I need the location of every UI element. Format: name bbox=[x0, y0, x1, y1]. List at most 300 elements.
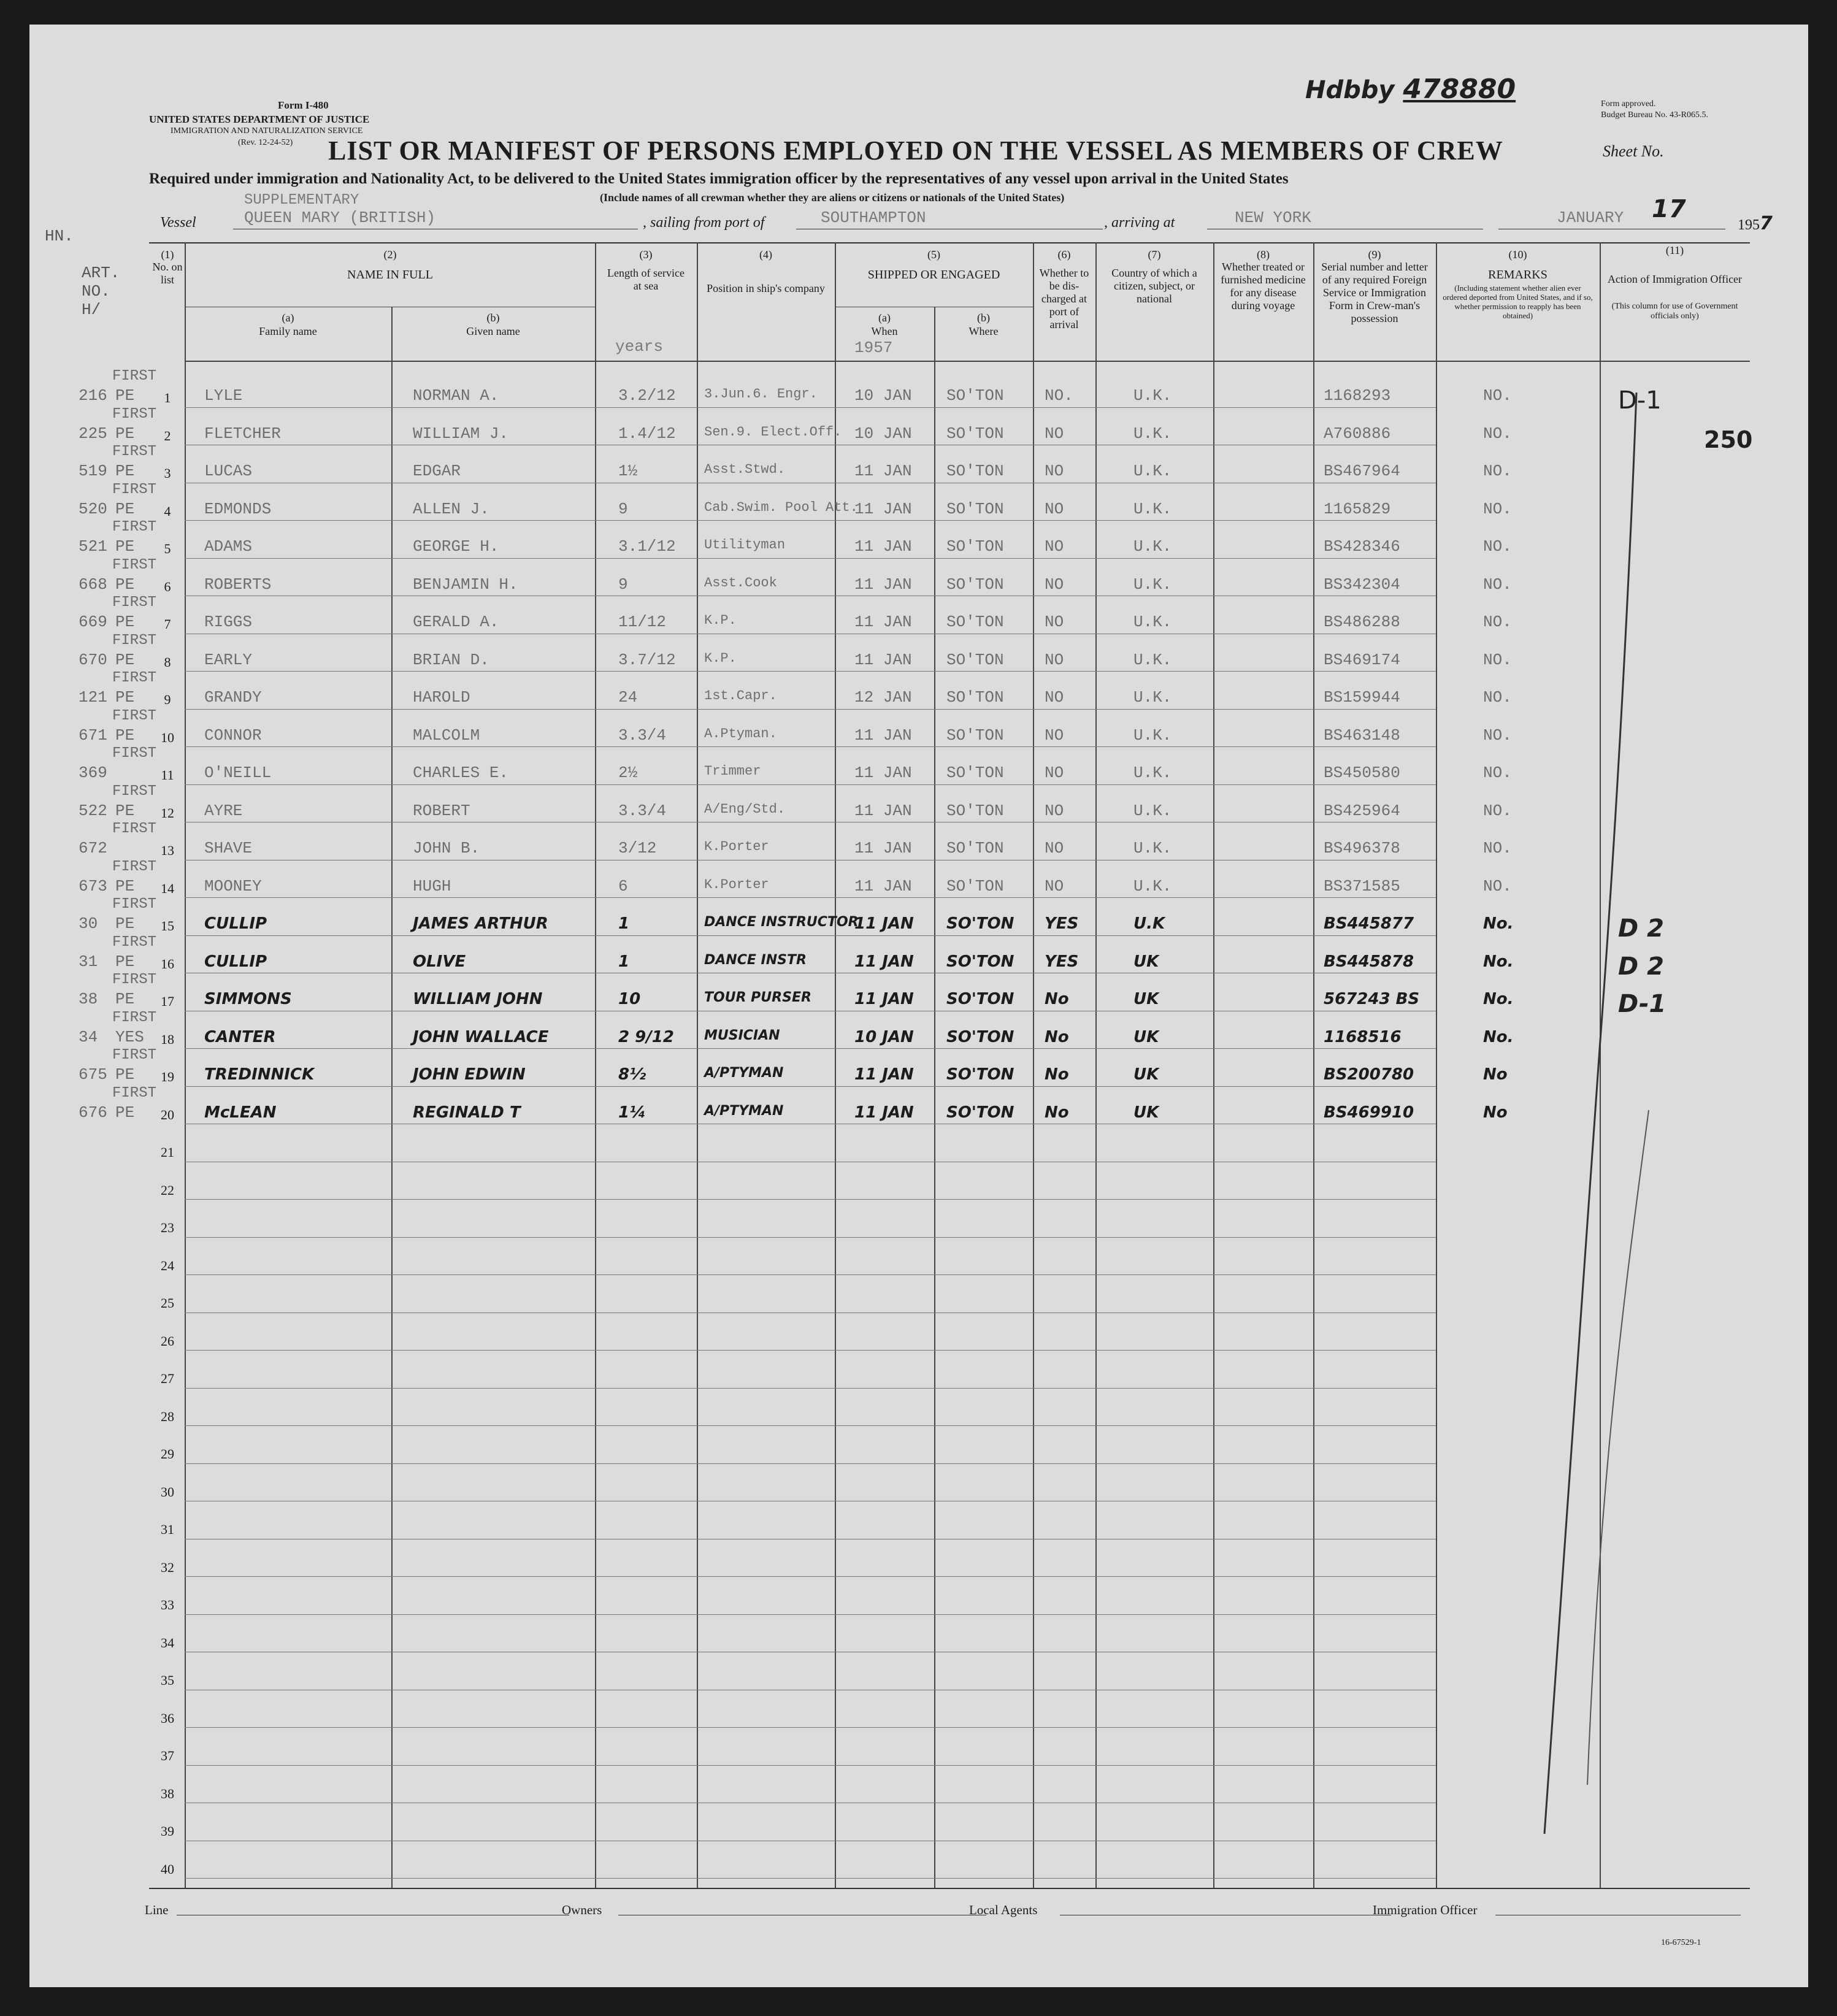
discharged: No bbox=[1045, 990, 1069, 1008]
discharged: NO bbox=[1045, 726, 1064, 745]
family-name: TREDINNICK bbox=[204, 1065, 315, 1084]
line-number: 8 bbox=[164, 654, 171, 670]
line-number: 18 bbox=[161, 1031, 174, 1047]
remarks: NO. bbox=[1483, 499, 1512, 518]
remarks: NO. bbox=[1483, 650, 1512, 669]
blank-row-rule bbox=[185, 1388, 1436, 1389]
country: U.K. bbox=[1133, 613, 1172, 631]
when-year: 1957 bbox=[854, 339, 893, 357]
line-number: 4 bbox=[164, 503, 171, 519]
service-length: 3.7/12 bbox=[618, 650, 676, 669]
shipped-when: 11 JAN bbox=[854, 1065, 914, 1084]
row-rule bbox=[185, 746, 1436, 747]
h-label: H/ bbox=[82, 301, 101, 319]
footer-owners-label: Owners bbox=[562, 1903, 602, 1917]
given-name: REGINALD T bbox=[413, 1103, 521, 1122]
discharged: NO bbox=[1045, 801, 1064, 820]
blank-row-rule bbox=[185, 1199, 1436, 1200]
service-length: 10 bbox=[618, 990, 641, 1008]
discharged: NO bbox=[1045, 462, 1064, 480]
art-pe-label: PE bbox=[115, 424, 135, 443]
given-name: BENJAMIN H. bbox=[413, 575, 518, 594]
art-number: 670 bbox=[79, 650, 107, 669]
line-number: 26 bbox=[161, 1333, 174, 1349]
remarks: NO. bbox=[1483, 537, 1512, 556]
col-divider-4 bbox=[835, 242, 836, 1888]
line-number: 25 bbox=[161, 1295, 174, 1311]
line-number: 39 bbox=[161, 1823, 174, 1839]
position: Trimmer bbox=[704, 764, 761, 779]
discharged: NO bbox=[1045, 650, 1064, 669]
remarks: NO. bbox=[1483, 801, 1512, 820]
line-number: 17 bbox=[161, 994, 174, 1009]
shipped-where: SO'TON bbox=[946, 1027, 1014, 1046]
service-length: 3.3/4 bbox=[618, 801, 667, 820]
line-number: 31 bbox=[161, 1522, 174, 1537]
family-name: LYLE bbox=[204, 386, 243, 405]
family-name: CONNOR bbox=[204, 726, 262, 745]
art-number: 121 bbox=[79, 688, 107, 707]
art-first-label: FIRST bbox=[112, 368, 157, 385]
shipped-when: 11 JAN bbox=[854, 1103, 914, 1122]
col5-number: (5) bbox=[927, 248, 940, 261]
line-number: 5 bbox=[164, 541, 171, 556]
art-number: 521 bbox=[79, 537, 107, 556]
officer-action: D-1 bbox=[1618, 386, 1662, 415]
given-name: MALCOLM bbox=[413, 726, 480, 745]
line-number: 32 bbox=[161, 1559, 174, 1575]
service-length: 9 bbox=[618, 575, 628, 594]
arrival-month: JANUARY bbox=[1557, 209, 1624, 227]
position: A/PTYMAN bbox=[704, 1065, 784, 1081]
given-name: WILLIAM J. bbox=[413, 424, 509, 443]
line-number: 16 bbox=[161, 956, 174, 972]
position: K.Porter bbox=[704, 876, 769, 892]
remarks: No bbox=[1483, 1103, 1508, 1122]
shipped-where: SO'TON bbox=[946, 839, 1004, 857]
country: U.K. bbox=[1133, 424, 1172, 443]
shipped-where: SO'TON bbox=[946, 876, 1004, 895]
art-pe-label: PE bbox=[115, 876, 135, 895]
discharged: YES bbox=[1045, 952, 1079, 971]
arriving-label: , arriving at bbox=[1104, 215, 1175, 231]
col10-number: (10) bbox=[1508, 248, 1527, 261]
shipped-when: 11 JAN bbox=[854, 801, 912, 820]
art-number: 30 bbox=[79, 914, 98, 933]
shipped-where: SO'TON bbox=[946, 990, 1014, 1008]
service-units: years bbox=[615, 337, 664, 356]
blank-row-rule bbox=[185, 1727, 1436, 1728]
page-title: LIST OR MANIFEST OF PERSONS EMPLOYED ON THE VESSEL AS MEMBERS OF CREW bbox=[328, 136, 1503, 166]
row-rule bbox=[185, 897, 1436, 898]
line-number: 33 bbox=[161, 1597, 174, 1612]
col3-number: (3) bbox=[639, 248, 653, 261]
service-length: 2½ bbox=[618, 764, 638, 782]
family-name: CULLIP bbox=[204, 914, 267, 933]
remarks: No bbox=[1483, 1065, 1508, 1084]
approval-line-1: Form approved. bbox=[1601, 99, 1656, 109]
blank-row-rule bbox=[185, 1614, 1436, 1615]
col4-number: (4) bbox=[759, 248, 772, 261]
serial-number: BS445878 bbox=[1324, 952, 1414, 971]
handwritten-reference: Hdbby 478880 bbox=[1305, 74, 1516, 105]
discharged: No bbox=[1045, 1027, 1069, 1046]
line-number: 21 bbox=[161, 1144, 174, 1160]
serial-number: BS450580 bbox=[1324, 764, 1400, 782]
position: Sen.9. Elect.Off. bbox=[704, 424, 842, 440]
given-name: NORMAN A. bbox=[413, 386, 499, 405]
serial-number: A760886 bbox=[1324, 424, 1391, 443]
col6-number: (6) bbox=[1057, 248, 1071, 261]
shipped-when: 11 JAN bbox=[854, 613, 912, 631]
shipped-where: SO'TON bbox=[946, 726, 1004, 745]
art-pe-label: PE bbox=[115, 1065, 135, 1084]
arrival-year: 1957 bbox=[1738, 213, 1773, 234]
col-divider-8 bbox=[1313, 242, 1314, 1888]
art-number: 225 bbox=[79, 424, 107, 443]
col5a-letter: (a) bbox=[878, 312, 891, 324]
row-rule bbox=[185, 1086, 1436, 1087]
family-name: FLETCHER bbox=[204, 424, 281, 443]
row-rule bbox=[185, 935, 1436, 936]
discharged: NO bbox=[1045, 613, 1064, 631]
discharged: NO bbox=[1045, 839, 1064, 857]
col2a-letter: (a) bbox=[282, 312, 294, 324]
serial-number: BS486288 bbox=[1324, 613, 1400, 631]
service-length: 2 9/12 bbox=[618, 1027, 674, 1046]
position: Cab.Swim. Pool Att. bbox=[704, 499, 858, 515]
serial-number: 1165829 bbox=[1324, 499, 1391, 518]
serial-number: BS469174 bbox=[1324, 650, 1400, 669]
officer-action: D 2 bbox=[1618, 914, 1664, 943]
service-length: 24 bbox=[618, 688, 638, 707]
vessel-label: Vessel bbox=[160, 215, 196, 231]
line-number: 9 bbox=[164, 692, 171, 707]
remarks-note: (Including statement whether alien ever ordered deported from United States, and if so, whether permission to reapply has been obtained) bbox=[1443, 283, 1593, 320]
art-first-label: FIRST bbox=[112, 933, 157, 951]
art-number: 522 bbox=[79, 801, 107, 820]
service-length: 1½ bbox=[618, 462, 638, 480]
discharged: No bbox=[1045, 1065, 1069, 1084]
approval-line-2: Budget Bureau No. 43-R065.5. bbox=[1601, 110, 1708, 120]
shipped-where: SO'TON bbox=[946, 462, 1004, 480]
sailing-label: , sailing from port of bbox=[643, 215, 765, 231]
service-length: 1 bbox=[618, 952, 630, 971]
serial-number: 1168293 bbox=[1324, 386, 1391, 405]
supplementary-label: SUPPLEMENTARY bbox=[244, 192, 359, 209]
art-number: 671 bbox=[79, 726, 107, 745]
shipped-where: SO'TON bbox=[946, 801, 1004, 820]
revision-date: (Rev. 12-24-52) bbox=[238, 138, 293, 147]
country: U.K. bbox=[1133, 876, 1172, 895]
shipped-where: SO'TON bbox=[946, 613, 1004, 631]
position: Asst.Stwd. bbox=[704, 462, 786, 477]
shipped-when: 10 JAN bbox=[854, 1027, 914, 1046]
shipped-when: 11 JAN bbox=[854, 764, 912, 782]
shipped-where: SO'TON bbox=[946, 952, 1014, 971]
given-name-header: Given name bbox=[466, 325, 520, 337]
art-first-label: FIRST bbox=[112, 783, 157, 800]
art-number: 675 bbox=[79, 1065, 107, 1084]
medicine-header: Whether treated or furnished medicine for any disease during voyage bbox=[1221, 261, 1306, 312]
remarks: No. bbox=[1483, 990, 1514, 1008]
col-divider-6 bbox=[1095, 242, 1097, 1888]
arrival-day: 17 bbox=[1652, 195, 1686, 223]
country-header: Country of which a citizen, subject, or national bbox=[1111, 267, 1197, 305]
position: K.P. bbox=[704, 613, 737, 628]
remarks: NO. bbox=[1483, 386, 1512, 405]
line-number: 29 bbox=[161, 1446, 174, 1462]
art-first-label: FIRST bbox=[112, 670, 157, 686]
art-first-label: FIRST bbox=[112, 1047, 157, 1064]
include-note: (Include names of all crewman whether they are aliens or citizens or nationals of the United States) bbox=[600, 191, 1065, 204]
position: DANCE INSTRUCTOR bbox=[704, 914, 859, 930]
art-first-label: FIRST bbox=[112, 821, 157, 837]
remarks: NO. bbox=[1483, 688, 1512, 707]
col2-number: (2) bbox=[383, 248, 397, 261]
service-length: 9 bbox=[618, 499, 628, 518]
family-name: EDMONDS bbox=[204, 499, 272, 518]
service-length: 1¼ bbox=[618, 1103, 646, 1122]
hn-label: HN. bbox=[45, 227, 74, 245]
shipped-when: 11 JAN bbox=[854, 839, 912, 857]
line-number: 3 bbox=[164, 466, 171, 481]
art-first-label: FIRST bbox=[112, 405, 157, 423]
discharged: NO bbox=[1045, 424, 1064, 443]
discharged-header: Whether to be dis-charged at port of arrival bbox=[1039, 267, 1089, 331]
remarks: NO. bbox=[1483, 575, 1512, 594]
art-number: 519 bbox=[79, 462, 107, 480]
art-number: 369 bbox=[79, 764, 107, 782]
shipped-header: SHIPPED OR ENGAGED bbox=[867, 268, 1000, 282]
table-top-border bbox=[149, 242, 1750, 243]
art-first-label: FIRST bbox=[112, 1084, 157, 1102]
col1-header: No. on list bbox=[152, 261, 183, 286]
shipped-when: 11 JAN bbox=[854, 914, 914, 933]
row-rule bbox=[185, 709, 1436, 710]
footer-print-code: 16-67529-1 bbox=[1661, 1938, 1701, 1947]
art-first-label: FIRST bbox=[112, 594, 157, 611]
given-name: JAMES ARTHUR bbox=[413, 914, 548, 933]
sheet-number-label: Sheet No. bbox=[1603, 142, 1664, 160]
blank-row-rule bbox=[185, 1237, 1436, 1238]
shipped-when: 10 JAN bbox=[854, 386, 912, 405]
given-name: EDGAR bbox=[413, 462, 461, 480]
shipped-where: SO'TON bbox=[946, 764, 1004, 782]
art-pe-label: PE bbox=[115, 801, 135, 820]
family-name: RIGGS bbox=[204, 613, 253, 631]
family-name: SIMMONS bbox=[204, 990, 292, 1008]
line-number: 23 bbox=[161, 1220, 174, 1235]
officer-pencil-stroke bbox=[1526, 374, 1710, 1846]
when-header: When bbox=[871, 325, 898, 337]
line-number: 14 bbox=[161, 880, 174, 896]
col2b-letter: (b) bbox=[486, 312, 500, 324]
col-divider-2 bbox=[595, 242, 596, 1888]
blank-row-rule bbox=[185, 1878, 1436, 1879]
shipped-when: 11 JAN bbox=[854, 650, 912, 669]
position: TOUR PURSER bbox=[704, 990, 811, 1005]
art-pe-label: PE bbox=[115, 650, 135, 669]
line-number: 22 bbox=[161, 1182, 174, 1198]
line-number: 38 bbox=[161, 1785, 174, 1801]
row-rule bbox=[185, 1048, 1436, 1049]
art-number: 676 bbox=[79, 1103, 107, 1122]
line-number: 1 bbox=[164, 390, 171, 405]
position: Utilityman bbox=[704, 537, 786, 553]
shipped-where: SO'TON bbox=[946, 688, 1004, 707]
position: 1st.Capr. bbox=[704, 688, 777, 703]
remarks: No. bbox=[1483, 1027, 1514, 1046]
family-name: ROBERTS bbox=[204, 575, 272, 594]
family-name: CANTER bbox=[204, 1027, 276, 1046]
country: U.K. bbox=[1133, 386, 1172, 405]
line-number: 19 bbox=[161, 1069, 174, 1084]
shipped-when: 11 JAN bbox=[854, 952, 914, 971]
art-pe-label: PE bbox=[115, 914, 135, 933]
line-number: 13 bbox=[161, 843, 174, 858]
country: UK bbox=[1133, 952, 1159, 971]
side-note-number: 250 bbox=[1704, 426, 1753, 453]
service-length: 6 bbox=[618, 876, 628, 895]
family-name: SHAVE bbox=[204, 839, 253, 857]
officer-action: D 2 bbox=[1618, 952, 1664, 981]
art-first-label: FIRST bbox=[112, 443, 157, 460]
col5b-letter: (b) bbox=[977, 312, 990, 324]
discharged: NO bbox=[1045, 688, 1064, 707]
service-name: IMMIGRATION AND NATURALIZATION SERVICE bbox=[171, 126, 363, 136]
blank-row-rule bbox=[185, 1274, 1436, 1275]
sailing-port-value: SOUTHAMPTON bbox=[821, 209, 926, 227]
position: K.P. bbox=[704, 650, 737, 666]
col-divider-7 bbox=[1213, 242, 1214, 1888]
family-name-header: Family name bbox=[259, 325, 317, 337]
shipped-where: SO'TON bbox=[946, 650, 1004, 669]
discharged: NO bbox=[1045, 575, 1064, 594]
serial-header: Serial number and letter of any required Foreign Service or Immigration Form in Crew-man's possession bbox=[1321, 261, 1428, 324]
remarks: No. bbox=[1483, 952, 1514, 971]
position: A/PTYMAN bbox=[704, 1103, 784, 1119]
blank-row-rule bbox=[185, 1463, 1436, 1464]
serial-number: BS159944 bbox=[1324, 688, 1400, 707]
shipped-when: 11 JAN bbox=[854, 990, 914, 1008]
line-number: 7 bbox=[164, 616, 171, 632]
given-name: GERALD A. bbox=[413, 613, 499, 631]
given-name: BRIAN D. bbox=[413, 650, 489, 669]
no-label: NO. bbox=[82, 282, 110, 301]
country: U.K. bbox=[1133, 839, 1172, 857]
country: U.K. bbox=[1133, 764, 1172, 782]
form-number: Form I-480 bbox=[278, 99, 329, 111]
serial-number: BS496378 bbox=[1324, 839, 1400, 857]
blank-row-rule bbox=[185, 1350, 1436, 1351]
line-number: 15 bbox=[161, 918, 174, 933]
col-divider-9 bbox=[1436, 242, 1437, 1888]
family-name: MOONEY bbox=[204, 876, 262, 895]
serial-number: BS445877 bbox=[1324, 914, 1414, 933]
where-header: Where bbox=[968, 325, 999, 337]
art-pe-label: PE bbox=[115, 462, 135, 480]
country: UK bbox=[1133, 1065, 1159, 1084]
art-pe-label: PE bbox=[115, 688, 135, 707]
header-bottom-line bbox=[185, 361, 1750, 362]
art-number: 38 bbox=[79, 990, 98, 1008]
position: 3.Jun.6. Engr. bbox=[704, 386, 818, 402]
given-name: WILLIAM JOHN bbox=[413, 990, 543, 1008]
service-length: 3/12 bbox=[618, 839, 657, 857]
serial-number: 567243 BS bbox=[1324, 990, 1420, 1008]
position: A/Eng/Std. bbox=[704, 801, 786, 817]
country: UK bbox=[1133, 990, 1159, 1008]
art-first-label: FIRST bbox=[112, 745, 157, 762]
col1-number: (1) bbox=[161, 248, 174, 261]
shipped-where: SO'TON bbox=[946, 1103, 1014, 1122]
art-number: 669 bbox=[79, 613, 107, 631]
row-rule bbox=[185, 558, 1436, 559]
art-pe-label: PE bbox=[115, 386, 135, 405]
art-pe-label: PE bbox=[115, 499, 135, 518]
given-name: HAROLD bbox=[413, 688, 470, 707]
position-header: Position in ship's company bbox=[707, 282, 825, 294]
family-name: O'NEILL bbox=[204, 764, 272, 782]
shipped-where: SO'TON bbox=[946, 914, 1014, 933]
blank-row-rule bbox=[185, 1576, 1436, 1577]
line-number: 10 bbox=[161, 729, 174, 745]
art-pe-label: PE bbox=[115, 1103, 135, 1122]
shipped-when: 11 JAN bbox=[854, 726, 912, 745]
remarks: NO. bbox=[1483, 726, 1512, 745]
country: U.K. bbox=[1133, 650, 1172, 669]
art-pe-label: PE bbox=[115, 613, 135, 631]
country: UK bbox=[1133, 1103, 1159, 1122]
art-number: 672 bbox=[79, 839, 107, 857]
line-number: 6 bbox=[164, 578, 171, 594]
art-first-label: FIRST bbox=[112, 972, 157, 988]
position: MUSICIAN bbox=[704, 1027, 780, 1043]
discharged: NO bbox=[1045, 764, 1064, 782]
footer-line-label: Line bbox=[145, 1903, 169, 1917]
given-name: CHARLES E. bbox=[413, 764, 509, 782]
country: U.K. bbox=[1133, 499, 1172, 518]
given-name: ROBERT bbox=[413, 801, 470, 820]
col-divider-2a bbox=[391, 307, 393, 1888]
shipped-where: SO'TON bbox=[946, 424, 1004, 443]
line-number: 30 bbox=[161, 1484, 174, 1500]
shipped-when: 11 JAN bbox=[854, 537, 912, 556]
art-number: 673 bbox=[79, 876, 107, 895]
col9-number: (9) bbox=[1368, 248, 1381, 261]
shipped-where: SO'TON bbox=[946, 575, 1004, 594]
serial-number: BS425964 bbox=[1324, 801, 1400, 820]
service-length: 3.1/12 bbox=[618, 537, 676, 556]
discharged: NO. bbox=[1045, 386, 1073, 405]
footer-agents-label: Local Agents bbox=[969, 1903, 1038, 1917]
col11-number: (11) bbox=[1665, 244, 1684, 256]
shipped-when: 11 JAN bbox=[854, 462, 912, 480]
given-name: JOHN WALLACE bbox=[413, 1027, 549, 1046]
shipped-where: SO'TON bbox=[946, 386, 1004, 405]
given-name: GEORGE H. bbox=[413, 537, 499, 556]
officer-action-header: Action of Immigration Officer bbox=[1607, 273, 1743, 285]
line-number: 11 bbox=[161, 767, 174, 783]
footer-officer-label: Immigration Officer bbox=[1373, 1903, 1478, 1917]
shipped-when: 11 JAN bbox=[854, 876, 912, 895]
line-number: 27 bbox=[161, 1371, 174, 1386]
row-rule bbox=[185, 784, 1436, 785]
blank-row-rule bbox=[185, 1765, 1436, 1766]
country: U.K. bbox=[1133, 801, 1172, 820]
art-pe-label: PE bbox=[115, 537, 135, 556]
